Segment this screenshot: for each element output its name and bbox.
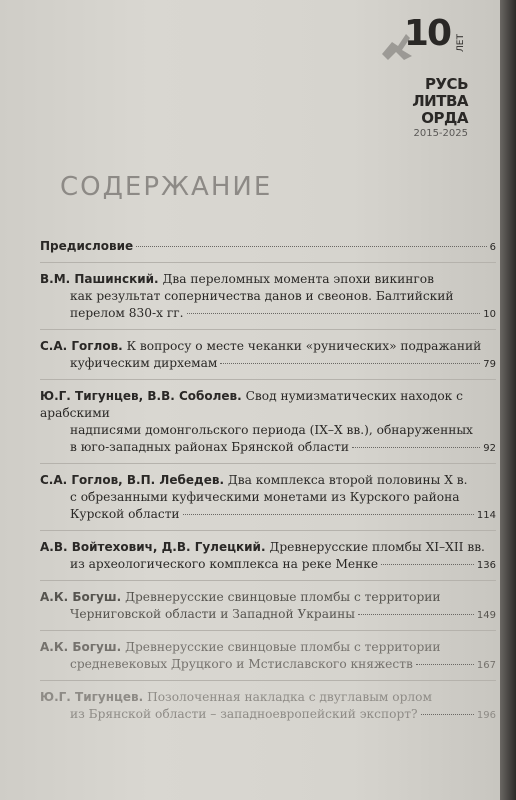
logo-years-word: ЛЕТ: [456, 34, 467, 52]
preface-title: Предисловие: [40, 239, 134, 253]
entry-authors: С.А. Гоглов, В.П. Лебедев.: [40, 473, 225, 487]
entry-title-line: из археологического комплекса на реке Менке: [70, 557, 379, 571]
entry-authors: С.А. Гоглов.: [40, 339, 123, 353]
toc-entry: [40, 338, 496, 380]
leader-dots: [358, 614, 474, 615]
entry-title: Свод нумизматических находок с арабскими: [40, 389, 463, 420]
entry-title-line: средневековых Друцкого и Мстиславского княжеств: [70, 657, 413, 671]
page-number: 6: [489, 242, 496, 253]
toc-preface: [40, 238, 496, 263]
entry-title: К вопросу о месте чеканки «рунических» подражаний: [126, 339, 482, 353]
entry-title: Древнерусские свинцовые пломбы с территории: [125, 590, 441, 604]
entry-title: Позолоченная накладка с двуглавым орлом: [147, 690, 432, 704]
entry-authors: А.В. Войтехович, Д.В. Гулецкий.: [40, 540, 266, 554]
toc-entry: [40, 388, 496, 464]
logo-years: 2015-2025: [413, 128, 468, 139]
entry-title-line: с обрезанными куфическими монетами из Курского района: [70, 490, 460, 504]
page-number: 136: [476, 560, 496, 571]
entry-title-line: Черниговской области и Западной Украины: [70, 607, 355, 621]
entry-authors: А.К. Богуш.: [40, 640, 122, 654]
entry-title-line: Курской области: [70, 507, 180, 521]
table-of-contents: [40, 238, 496, 738]
toc-entry: [40, 639, 496, 681]
entry-title-line: из Брянской области – западноевропейский экспорт?: [70, 707, 418, 721]
logo-word-1: РУСЬ: [425, 75, 468, 93]
entry-authors: Ю.Г. Тигунцев, В.В. Соболев.: [40, 389, 242, 403]
page-number: 149: [476, 610, 496, 621]
page-title: СОДЕРЖАНИЕ: [60, 172, 273, 202]
page-number: 79: [483, 359, 496, 370]
entry-title: Древнерусские пломбы XI–XII вв.: [269, 540, 485, 554]
leader-dots: [381, 564, 474, 565]
page-edge: [500, 0, 516, 800]
page-number: 167: [476, 660, 496, 671]
page-number: 10: [483, 309, 496, 320]
entry-title-line: надписями домонгольского периода (IX–X вв.), обнаруженных: [70, 423, 473, 437]
page-number: 92: [483, 443, 496, 454]
logo-word-3: ОРДА: [421, 109, 468, 127]
leader-dots: [416, 664, 474, 665]
leader-dots: [187, 313, 481, 314]
toc-entry: [40, 689, 496, 730]
leader-dots: [352, 447, 480, 448]
entry-title-line: куфическим дирхемам: [70, 356, 218, 370]
leader-dots: [421, 714, 474, 715]
logo-word-2: ЛИТВА: [412, 92, 468, 110]
toc-entry: [40, 472, 496, 531]
leader-dots: [183, 514, 474, 515]
toc-entry: [40, 271, 496, 330]
page-number: 196: [476, 710, 496, 721]
entry-authors: В.М. Пашинский.: [40, 272, 159, 286]
toc-entry: [40, 539, 496, 581]
anniversary-logo: [374, 13, 474, 144]
entry-title-line: перелом 830-х гг.: [70, 306, 184, 320]
entry-authors: Ю.Г. Тигунцев.: [40, 690, 144, 704]
entry-title: Два переломных момента эпохи викингов: [162, 272, 434, 286]
toc-entry: [40, 589, 496, 631]
entry-title: Древнерусские свинцовые пломбы с территории: [125, 640, 441, 654]
logo-number: 10: [403, 13, 450, 54]
entry-title-line: в юго-западных районах Брянской области: [70, 440, 349, 454]
leader-dots: [136, 246, 486, 247]
page-number: 114: [476, 510, 496, 521]
entry-authors: А.К. Богуш.: [40, 590, 122, 604]
leader-dots: [220, 363, 480, 364]
entry-title: Два комплекса второй половины X в.: [227, 473, 468, 487]
entry-title-line: как результат соперничества данов и свеонов. Балтийский: [70, 289, 454, 303]
